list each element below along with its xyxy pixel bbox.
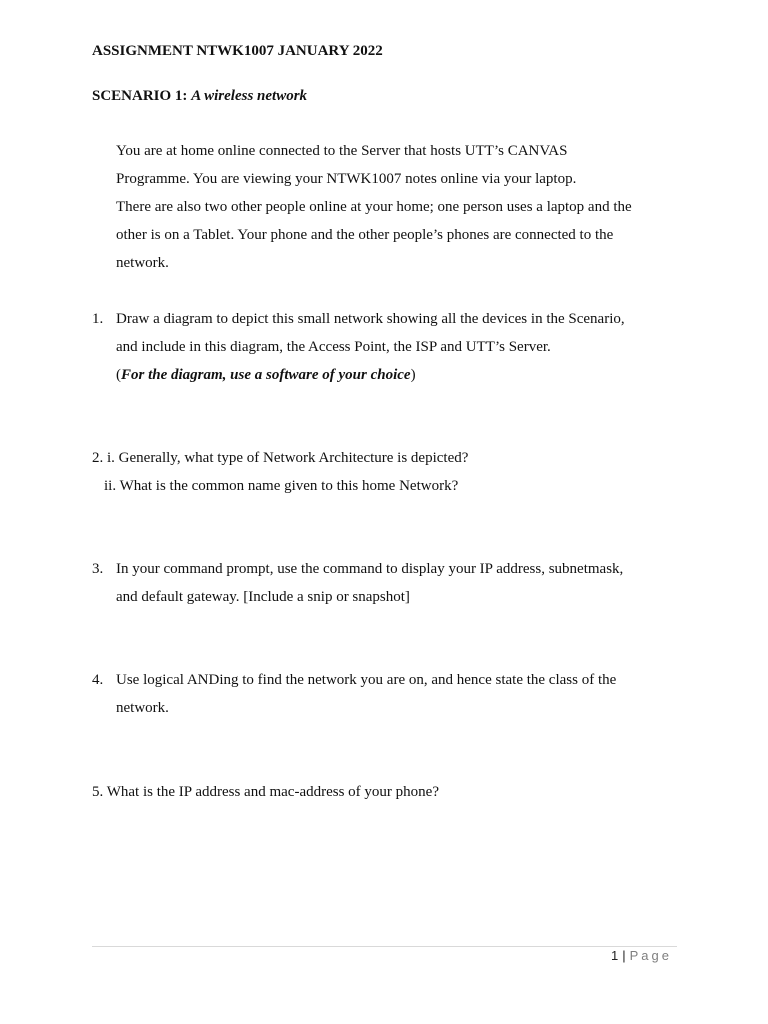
- scenario-name: A wireless network: [191, 88, 308, 104]
- question-5: 5. What is the IP address and mac-address of your phone?: [92, 784, 439, 800]
- question-1-line: Draw a diagram to depict this small network showing all the devices in the Scenario,: [116, 311, 625, 327]
- page-label: Page: [629, 948, 672, 963]
- intro-line: other is on a Tablet. Your phone and the other people’s phones are connected to the: [116, 227, 614, 243]
- question-1-number: 1.: [92, 311, 104, 327]
- intro-line: network.: [116, 255, 169, 271]
- footer-divider: [92, 946, 677, 947]
- question-3-number: 3.: [92, 561, 104, 577]
- intro-line: Programme. You are viewing your NTWK1007 notes online via your laptop.: [116, 171, 577, 187]
- page-number: 1: [611, 948, 619, 963]
- question-1-line: and include in this diagram, the Access Point, the ISP and UTT’s Server.: [116, 339, 551, 355]
- question-4-number: 4.: [92, 672, 104, 688]
- page-separator: |: [622, 948, 626, 963]
- question-4-line: Use logical ANDing to find the network you are on, and hence state the class of the: [116, 672, 617, 688]
- question-1-note: [116, 366, 416, 384]
- intro-line: There are also two other people online at your home; one person uses a laptop and the: [116, 199, 632, 215]
- question-2-part-ii: ii. What is the common name given to this home Network?: [104, 478, 459, 494]
- page-footer: [611, 948, 672, 963]
- note-close-paren: ): [410, 367, 416, 383]
- note-open-paren: (: [116, 367, 121, 383]
- question-4-line: network.: [116, 700, 169, 716]
- scenario-heading: [92, 87, 307, 105]
- question-3-line: and default gateway. [Include a snip or snapshot]: [116, 589, 410, 605]
- question-2-part-i: 2. i. Generally, what type of Network Architecture is depicted?: [92, 450, 469, 466]
- question-3-line: In your command prompt, use the command to display your IP address, subnetmask,: [116, 561, 624, 577]
- note-text: For the diagram, use a software of your choice: [121, 367, 411, 383]
- document-title: ASSIGNMENT NTWK1007 JANUARY 2022: [92, 43, 383, 59]
- scenario-label: SCENARIO 1:: [92, 88, 188, 104]
- intro-line: You are at home online connected to the Server that hosts UTT’s CANVAS: [116, 143, 568, 159]
